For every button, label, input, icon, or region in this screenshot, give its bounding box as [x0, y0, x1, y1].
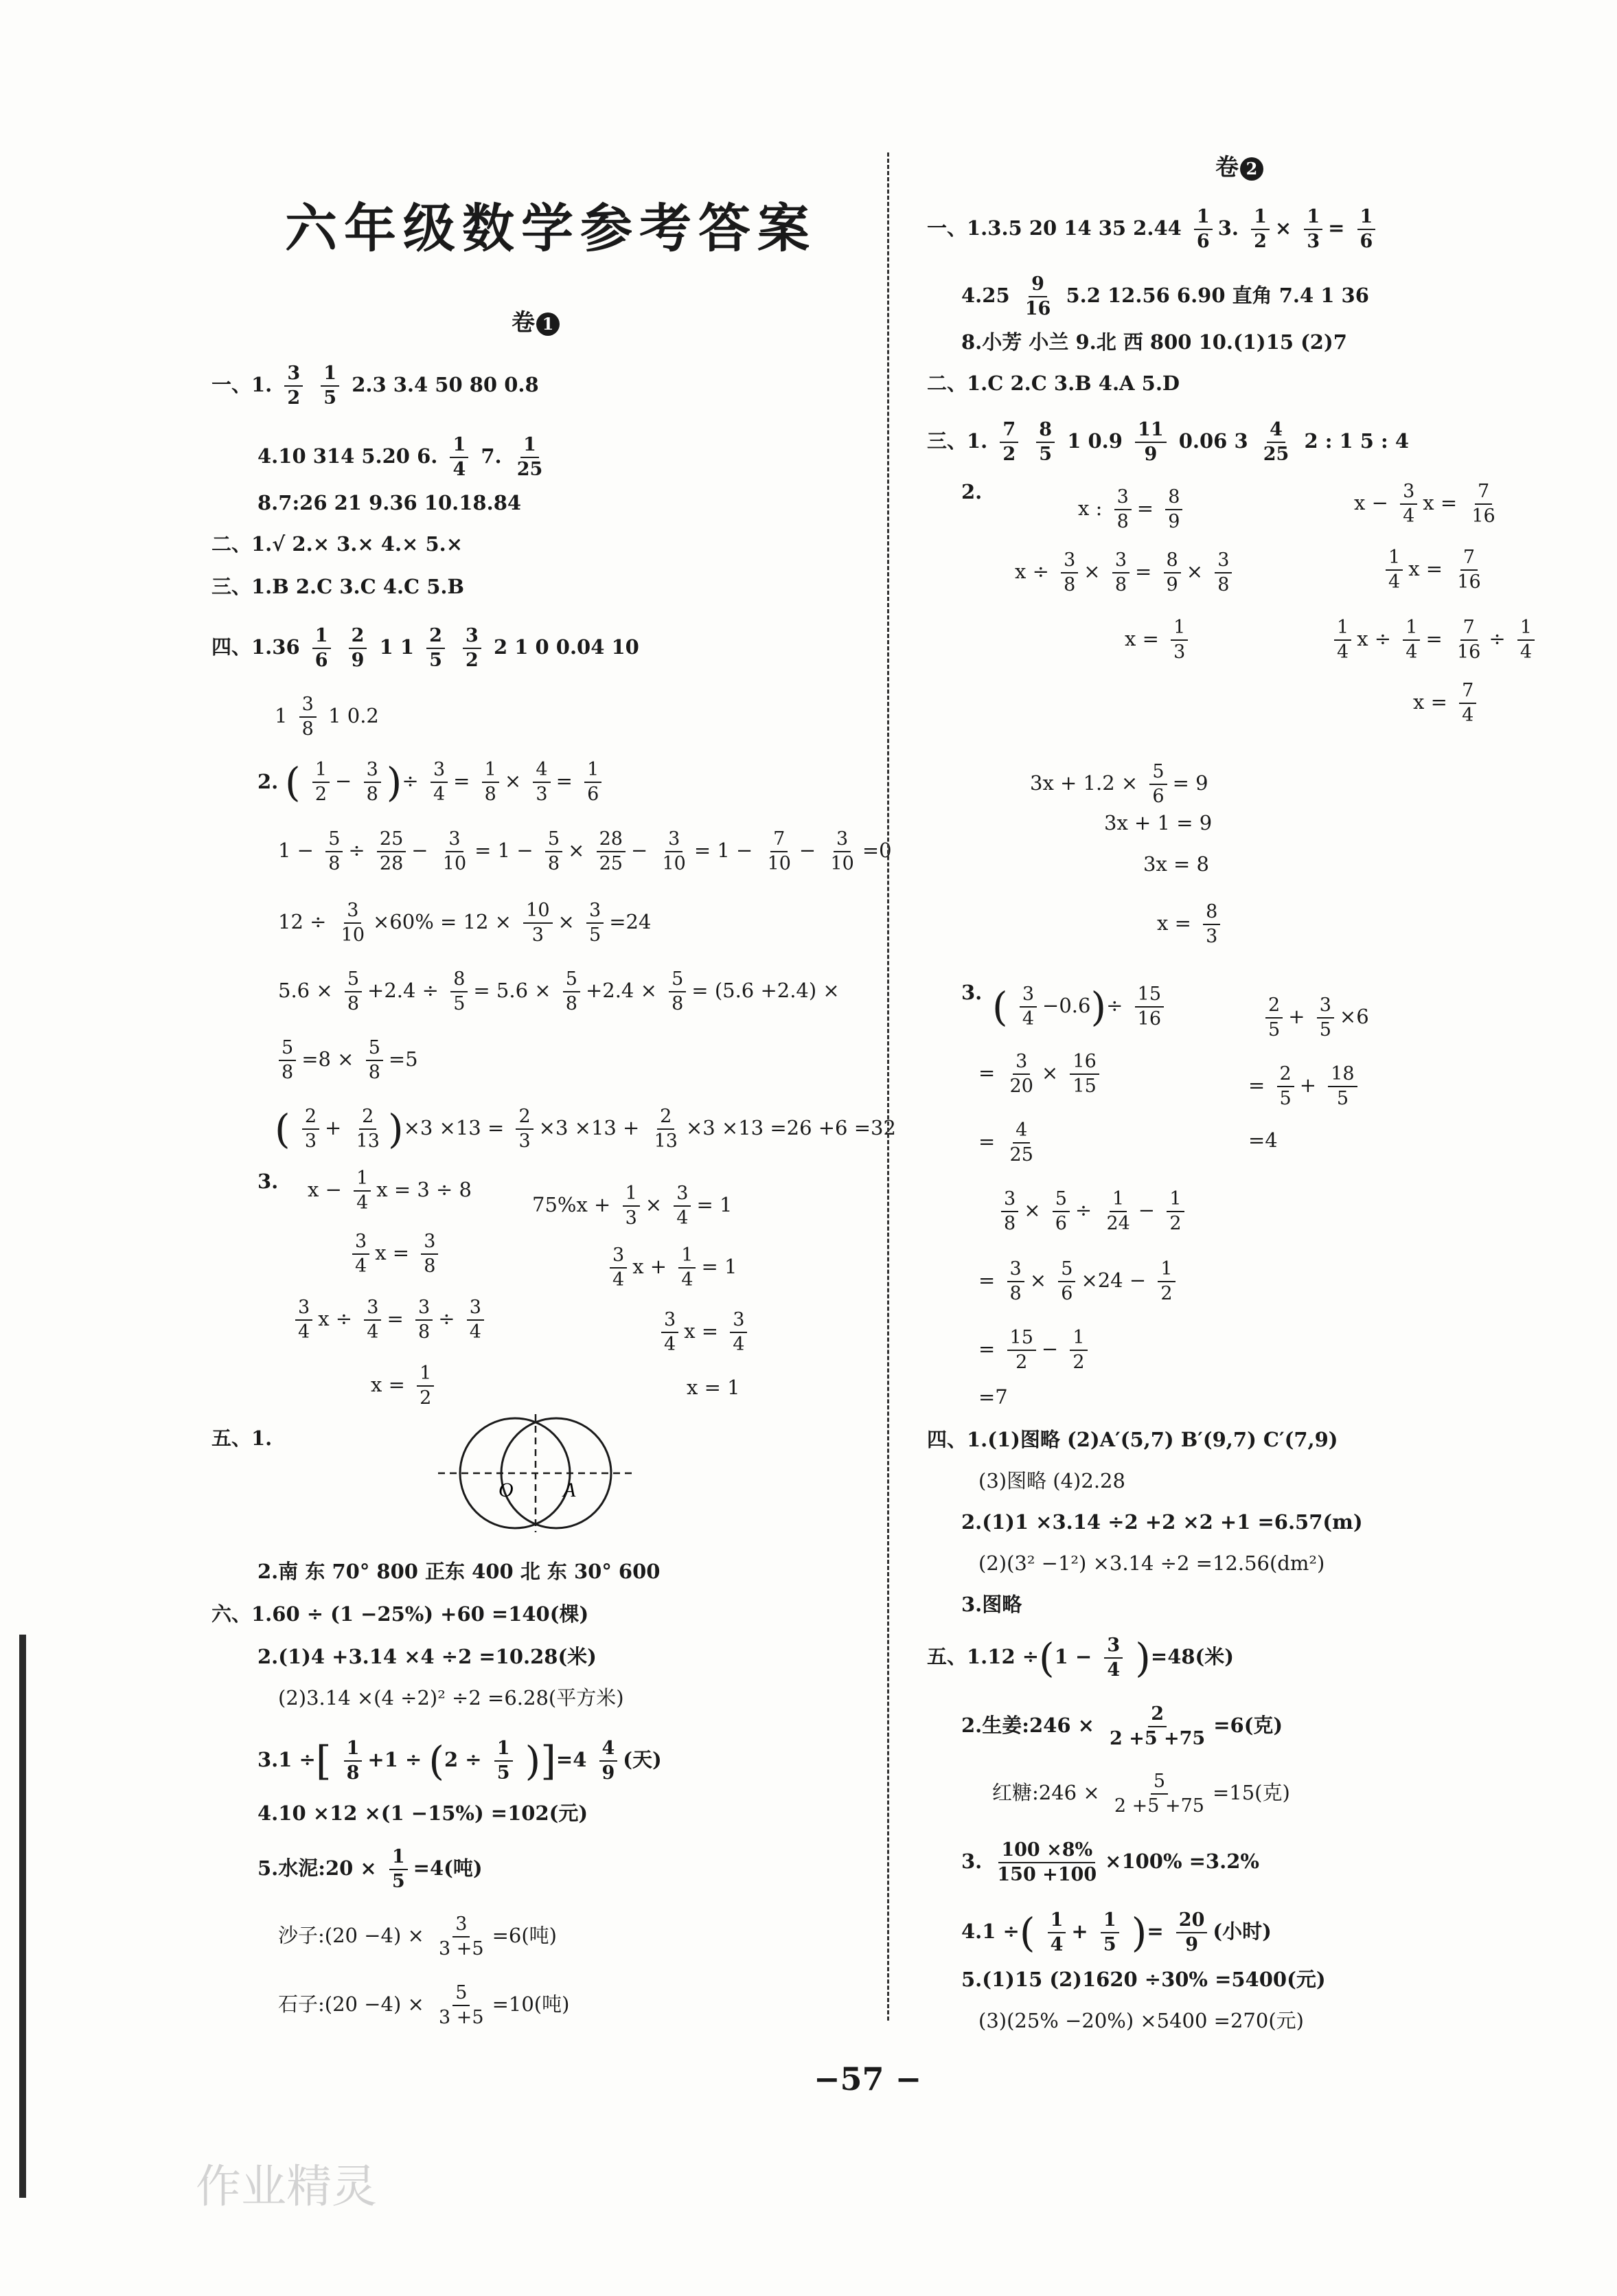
r-calc-a: ( $\frac{3}{4}$ −0.6)÷ $\frac{15}{16}$ — [992, 984, 1169, 1030]
answer-line-l2: 4.10 314 5.20 6. $\frac{1}{4}$ 7. $\frac{1}{25}$ — [257, 434, 551, 481]
r-eq-e: $\frac{1}{4}$ x = $\frac{7}{16}$ — [1380, 547, 1489, 593]
answer-line-r3: 8.小芳 小兰 9.北 西 800 10.(1)15 (2)7 — [961, 330, 1347, 354]
answer-line-r2: 4.25 $\frac{9}{16}$ 5.2 12.56 6.90 直角 7.4 1 36 — [961, 273, 1369, 319]
fraction: $\frac{1}{5}$ — [321, 363, 339, 409]
q2-line-4: 5.6 × $\frac{5}{8}$ +2.4 ÷ $\frac{8}{5}$ = 5.6 × $\frac{5}{8}$ +2.4 × $\frac{5}{8}$ = (5.6 +2.4) × — [278, 968, 840, 1014]
q3-eq-g: $\frac{3}{4}$ x = $\frac{3}{4}$ — [656, 1309, 753, 1356]
q5-line-2: 2.南 东 70° 800 正东 400 北 东 30° 600 — [257, 1560, 661, 1583]
q3-eq-f: $\frac{3}{4}$ x + $\frac{1}{4}$ = 1 — [604, 1244, 737, 1291]
q2-line-1: ( $\frac{1}{2}$ − $\frac{3}{8}$ )÷ $\frac{3}{4}$ = $\frac{1}{8}$ × $\frac{4}{3}$ = $\frac{1}{6}$ — [285, 759, 607, 806]
answer-line-r1: 一、1.3.5 20 14 35 2.44 $\frac{1}{6}$ 3. $\frac{1}{2}$ × $\frac{1}{3}$ = $\frac{1}{6}$ — [927, 206, 1381, 253]
r-calc-g: $\frac{3}{8}$ × $\frac{5}{6}$ ÷ $\frac{1}{24}$ − $\frac{1}{2}$ — [996, 1188, 1190, 1235]
r-s5-line-6: 5.(1)15 (2)1620 ÷30% =5400(元) — [961, 1968, 1326, 1991]
q6-line-2a: 2.(1)4 +3.14 ×4 ÷2 =10.28(米) — [257, 1645, 597, 1668]
answer-line-l4: 二、1.√ 2.× 3.× 4.× 5.× — [211, 532, 463, 556]
fraction: $\frac{3}{2}$ — [284, 363, 303, 409]
r-s5-line-2: 2.生姜:246 × $\frac{2}{2 +5 +75}$ =6(克) — [961, 1703, 1283, 1749]
r-s4-line-5: 3.图略 — [961, 1593, 1022, 1616]
r-s5-line-1: 五、1.12 ÷(1 − $\frac{3}{4}$ )=48(米) — [927, 1635, 1235, 1681]
answer-line-l6: 四、1.36 $\frac{1}{6}$ $\frac{2}{9}$ 1 1 $\frac{2}{5}$ $\frac{3}{2}$ 2 1 0 0.04 10 — [211, 625, 639, 671]
section-number-2: 2 — [1240, 157, 1263, 181]
q3-eq-b: $\frac{3}{4}$ x = $\frac{3}{8}$ — [347, 1231, 444, 1277]
q2-line-3: 12 ÷ $\frac{3}{10}$ ×60% = 12 × $\frac{10}{3}$ × $\frac{3}{5}$ =24 — [278, 900, 652, 946]
q2-label: 2. — [257, 770, 279, 793]
q3-eq-a: x − $\frac{1}{4}$ x = 3 ÷ 8 — [308, 1168, 472, 1214]
section-heading-2: 卷 2 — [1215, 152, 1263, 183]
q2-line-5: $\frac{5}{8}$ =8 × $\frac{5}{8}$ =5 — [273, 1037, 418, 1084]
q3-label: 3. — [257, 1170, 279, 1193]
q6-line-5c: 石子:(20 −4) × $\frac{5}{3 +5}$ =10(吨) — [278, 1982, 570, 2028]
q5-label: 五、1. — [211, 1427, 273, 1450]
circles-diagram — [433, 1411, 639, 1535]
page-number: −57 − — [814, 2060, 922, 2098]
r-calc-b: = $\frac{3}{20}$ × $\frac{16}{15}$ — [978, 1051, 1105, 1098]
r-calc-f: =4 — [1248, 1128, 1278, 1152]
watermark: 作业精灵 — [196, 2160, 377, 2213]
r-eq-h: 3x + 1.2 × $\frac{5}{6}$ = 9 — [1030, 761, 1208, 807]
r-calc-i: = $\frac{15}{2}$ − $\frac{1}{2}$ — [978, 1327, 1093, 1374]
q3-eq-e: 75%x + $\frac{1}{3}$ × $\frac{3}{4}$ = 1 — [532, 1183, 733, 1229]
label-o: O — [498, 1479, 514, 1501]
r-q3-label: 3. — [961, 981, 983, 1004]
q6-line-3: 3.1 ÷[ $\frac{1}{8}$ +1 ÷ (2 ÷ $\frac{1}{5}$ )]=4 $\frac{4}{9}$ (天) — [257, 1738, 662, 1784]
q2-line-6: ( $\frac{2}{3}$ + $\frac{2}{13}$ )×3 ×13 = $\frac{2}{3}$ ×3 ×13 + $\frac{2}{13}$ ×3 ×13 =26 +6 =32 — [275, 1106, 896, 1152]
r-eq-k: x = $\frac{8}{3}$ — [1157, 901, 1226, 948]
r-eq-j: 3x = 8 — [1143, 852, 1209, 876]
q3-eq-d: x = $\frac{1}{2}$ — [371, 1363, 439, 1409]
r-s5-line-7: (3)(25% −20%) ×5400 =270(元) — [978, 2009, 1304, 2032]
column-divider — [887, 152, 889, 2021]
answer-line-l3: 8.7:26 21 9.36 10.18.84 — [257, 491, 522, 514]
q6-line-2b: (2)3.14 ×(4 ÷2)² ÷2 =6.28(平方米) — [278, 1686, 624, 1709]
answer-line-l7: 1 $\frac{3}{8}$ 1 0.2 — [275, 694, 379, 740]
fraction: $\frac{1}{4}$ — [450, 434, 468, 481]
r-eq-c: x = $\frac{1}{3}$ — [1125, 617, 1193, 663]
r-calc-e: = $\frac{2}{5}$ + $\frac{18}{5}$ — [1248, 1063, 1363, 1110]
q2-line-2: 1 − $\frac{5}{8}$ ÷ $\frac{25}{28}$ − $\frac{3}{10}$ = 1 − $\frac{5}{8}$ × $\frac{28}{25}$ − $\frac{3}{10}$ = 1 − $\frac{7}{10}$ − $\frac{3}{10}$ =0 — [278, 828, 892, 874]
label-a: A — [563, 1479, 576, 1501]
r-s4-line-4: (2)(3² −1²) ×3.14 ÷2 =12.56(dm²) — [978, 1551, 1325, 1575]
r-eq-f: $\frac{1}{4}$ x ÷ $\frac{1}{4}$ = $\frac{7}{16}$ ÷ $\frac{1}{4}$ — [1329, 617, 1540, 663]
section-number-1: 1 — [536, 312, 560, 336]
q3-eq-h: x = 1 — [687, 1376, 740, 1399]
q3-eq-c: $\frac{3}{4}$ x ÷ $\frac{3}{4}$ = $\frac{3}{8}$ ÷ $\frac{3}{4}$ — [290, 1297, 490, 1343]
q6-line-4: 4.10 ×12 ×(1 −15%) =102(元) — [257, 1801, 588, 1825]
r-eq-d: x − $\frac{3}{4}$ x = $\frac{7}{16}$ — [1354, 481, 1495, 527]
r-s5-line-5: 4.1 ÷( $\frac{1}{4}$ + $\frac{1}{5}$ )= $\frac{20}{9}$ (小时) — [961, 1909, 1272, 1956]
r-calc-h: = $\frac{3}{8}$ × $\frac{5}{6}$ ×24 − $\frac{1}{2}$ — [978, 1258, 1181, 1305]
q6-line-5b: 沙子:(20 −4) × $\frac{3}{3 +5}$ =6(吨) — [278, 1913, 557, 1959]
answer-line-l5: 三、1.B 2.C 3.C 4.C 5.B — [211, 575, 465, 598]
r-s5-line-3: 红糖:246 × $\frac{5}{2 +5 +75}$ =15(克) — [992, 1771, 1290, 1817]
r-calc-d: $\frac{2}{5}$ + $\frac{3}{5}$ ×6 — [1260, 994, 1369, 1041]
r-calc-c: = $\frac{4}{25}$ — [978, 1119, 1033, 1166]
q6-line-5a: 5.水泥:20 × $\frac{1}{5}$ =4(吨) — [257, 1846, 483, 1892]
section-heading-1: 卷 1 — [512, 308, 560, 338]
r-calc-j: =7 — [978, 1385, 1008, 1409]
r-s5-line-4: 3. $\frac{100 \times 8\%}{150 +100}$ ×100% =3.2% — [961, 1839, 1259, 1885]
r-q2-label: 2. — [961, 480, 983, 503]
r-s4-line-1: 四、1.(1)图略 (2)A′(5,7) B′(9,7) C′(7,9) — [927, 1428, 1338, 1451]
r-eq-a: x : $\frac{3}{8}$ = $\frac{8}{9}$ — [1078, 486, 1188, 533]
fraction: $\frac{1}{25}$ — [516, 434, 543, 480]
answer-line-r4: 二、1.C 2.C 3.B 4.A 5.D — [927, 372, 1180, 395]
answer-line-r5: 三、1. $\frac{7}{2}$ $\frac{8}{5}$ 1 0.9 $\frac{11}{9}$ 0.06 3 $\frac{4}{25}$ 2 : 1 5 : 4 — [927, 419, 1410, 465]
q6-line-1: 六、1.60 ÷ (1 −25%) +60 =140(棵) — [211, 1602, 589, 1626]
page-title: 六年级数学参考答案 — [285, 198, 816, 259]
r-eq-i: 3x + 1 = 9 — [1104, 811, 1213, 834]
r-eq-g: x = $\frac{7}{4}$ — [1413, 680, 1482, 727]
r-s4-line-3: 2.(1)1 ×3.14 ÷2 +2 ×2 +1 =6.57(m) — [961, 1510, 1363, 1534]
r-eq-b: x ÷ $\frac{3}{8}$ × $\frac{3}{8}$ = $\frac{8}{9}$ × $\frac{3}{8}$ — [1015, 549, 1237, 596]
r-s4-line-2: (3)图略 (4)2.28 — [978, 1469, 1125, 1492]
scan-edge — [19, 1635, 26, 2198]
answer-line-l1: 一、1. $\frac{3}{2}$ $\frac{1}{5}$ 2.3 3.4 50 80 0.8 — [211, 363, 539, 409]
